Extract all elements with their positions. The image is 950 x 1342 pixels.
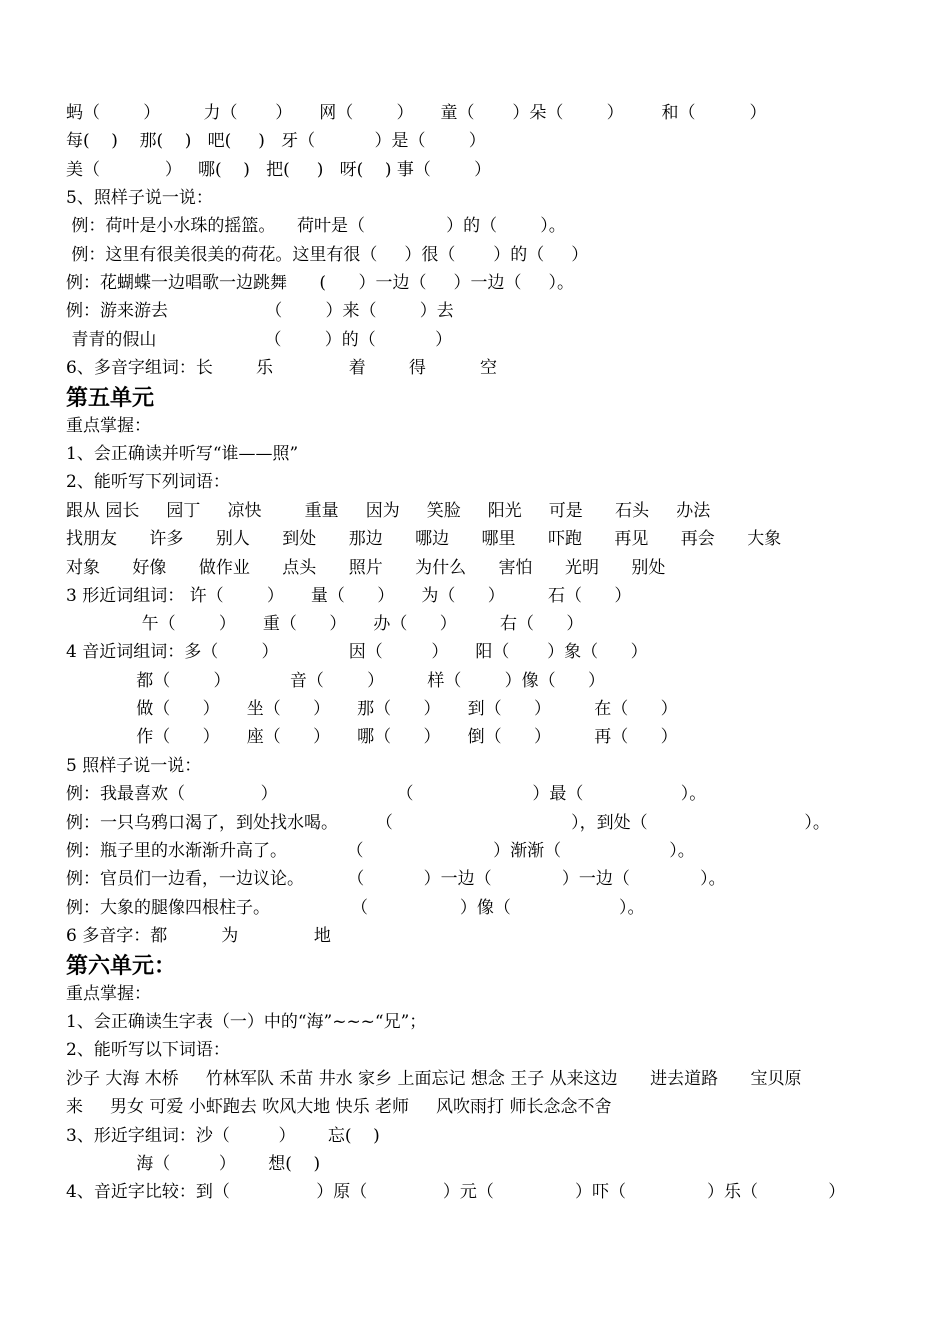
text-line: 每( ) 那( ) 吧( ) 牙（ ）是（ ） xyxy=(66,131,486,151)
text-line: 2、能听写以下词语： xyxy=(66,1040,230,1060)
text-line: 1、会正确读并听写“谁——照” xyxy=(66,444,299,464)
text-line: 美（ ） 哪( ) 把( ) 呀( ) 事（ ） xyxy=(66,160,492,180)
text-line: 重点掌握： xyxy=(66,984,151,1004)
text-line: 例：我最喜欢（ ） （ ）最（ ）。 xyxy=(66,784,707,804)
text-line: 作（ ） 座（ ） 哪（ ） 倒（ ） 再（ ） xyxy=(66,727,678,747)
text-line: 来 男女 可爱 小虾跑去 吹风大地 快乐 老师 风吹雨打 师长念念不舍 xyxy=(66,1097,612,1117)
text-line: 蚂（ ） 力（ ） 网（ ） 童（ ）朵（ ） 和（ ） xyxy=(66,103,767,123)
section-heading-unit6: 第六单元： xyxy=(66,953,177,979)
text-line: 午（ ） 重（ ） 办（ ） 右（ ） xyxy=(66,614,584,634)
text-line: 例：花蝴蝶一边唱歌一边跳舞 ( ）一边（ ）一边（ ）。 xyxy=(66,273,575,293)
text-line: 5、照样子说一说： xyxy=(66,188,213,208)
text-line: 例：一只乌鸦口渴了，到处找水喝。 （ ），到处（ ）。 xyxy=(66,813,830,833)
text-line: 例：大象的腿像四根柱子。 （ ）像（ ）。 xyxy=(66,898,645,918)
text-line: 6 多音字：都 为 地 xyxy=(66,926,331,946)
text-line: 对象 好像 做作业 点头 照片 为什么 害怕 光明 别处 xyxy=(66,558,666,578)
text-line: 例：瓶子里的水渐渐升高了。 （ ）渐渐（ ）。 xyxy=(66,841,695,861)
text-line: 做（ ） 坐（ ） 那（ ） 到（ ） 在（ ） xyxy=(66,699,678,719)
text-line: 3 形近词组词： 许（ ） 量（ ） 为（ ） 石（ ） xyxy=(66,586,632,606)
text-line: 6、多音字组词：长 乐 着 得 空 xyxy=(66,358,497,378)
text-line: 海（ ） 想( ) xyxy=(66,1154,321,1174)
text-line: 沙子 大海 木桥 竹林军队 禾苗 井水 家乡 上面忘记 想念 王子 从来这边 进去道路 宝贝原 xyxy=(66,1069,802,1089)
text-line: 重点掌握： xyxy=(66,416,151,436)
text-line: 都（ ） 音（ ） 样（ ）像（ ） xyxy=(66,671,606,691)
text-line: 3、形近字组词：沙（ ） 忘( ) xyxy=(66,1126,380,1146)
text-line: 例：游来游去 （ ）来（ ）去 xyxy=(66,301,454,321)
text-line: 2、能听写下列词语： xyxy=(66,472,230,492)
text-line: 4 音近词组词：多（ ） 因（ ） 阳（ ）象（ ） xyxy=(66,642,648,662)
text-line: 5 照样子说一说： xyxy=(66,756,202,776)
text-line: 例：官员们一边看，一边议论。 （ ）一边（ ）一边（ ）。 xyxy=(66,869,726,889)
text-line: 找朋友 许多 别人 到处 那边 哪边 哪里 吓跑 再见 再会 大象 xyxy=(66,529,782,549)
text-line: 4、音近字比较：到（ ）原（ ）元（ ）吓（ ）乐（ ） xyxy=(66,1182,846,1202)
text-line: 跟从 园长 园丁 凉快 重量 因为 笑脸 阳光 可是 石头 办法 xyxy=(66,501,711,521)
text-line: 1、会正确读生字表（一）中的“海”~~~“兄”； xyxy=(66,1012,427,1032)
section-heading-unit5: 第五单元 xyxy=(66,385,155,411)
text-line: 例：这里有很美很美的荷花。这里有很（ ）很（ ）的（ ） xyxy=(66,245,589,265)
text-line: 例：荷叶是小水珠的摇篮。 荷叶是（ ）的（ ）。 xyxy=(66,216,566,236)
text-line: 青青的假山 （ ）的（ ） xyxy=(66,330,453,350)
